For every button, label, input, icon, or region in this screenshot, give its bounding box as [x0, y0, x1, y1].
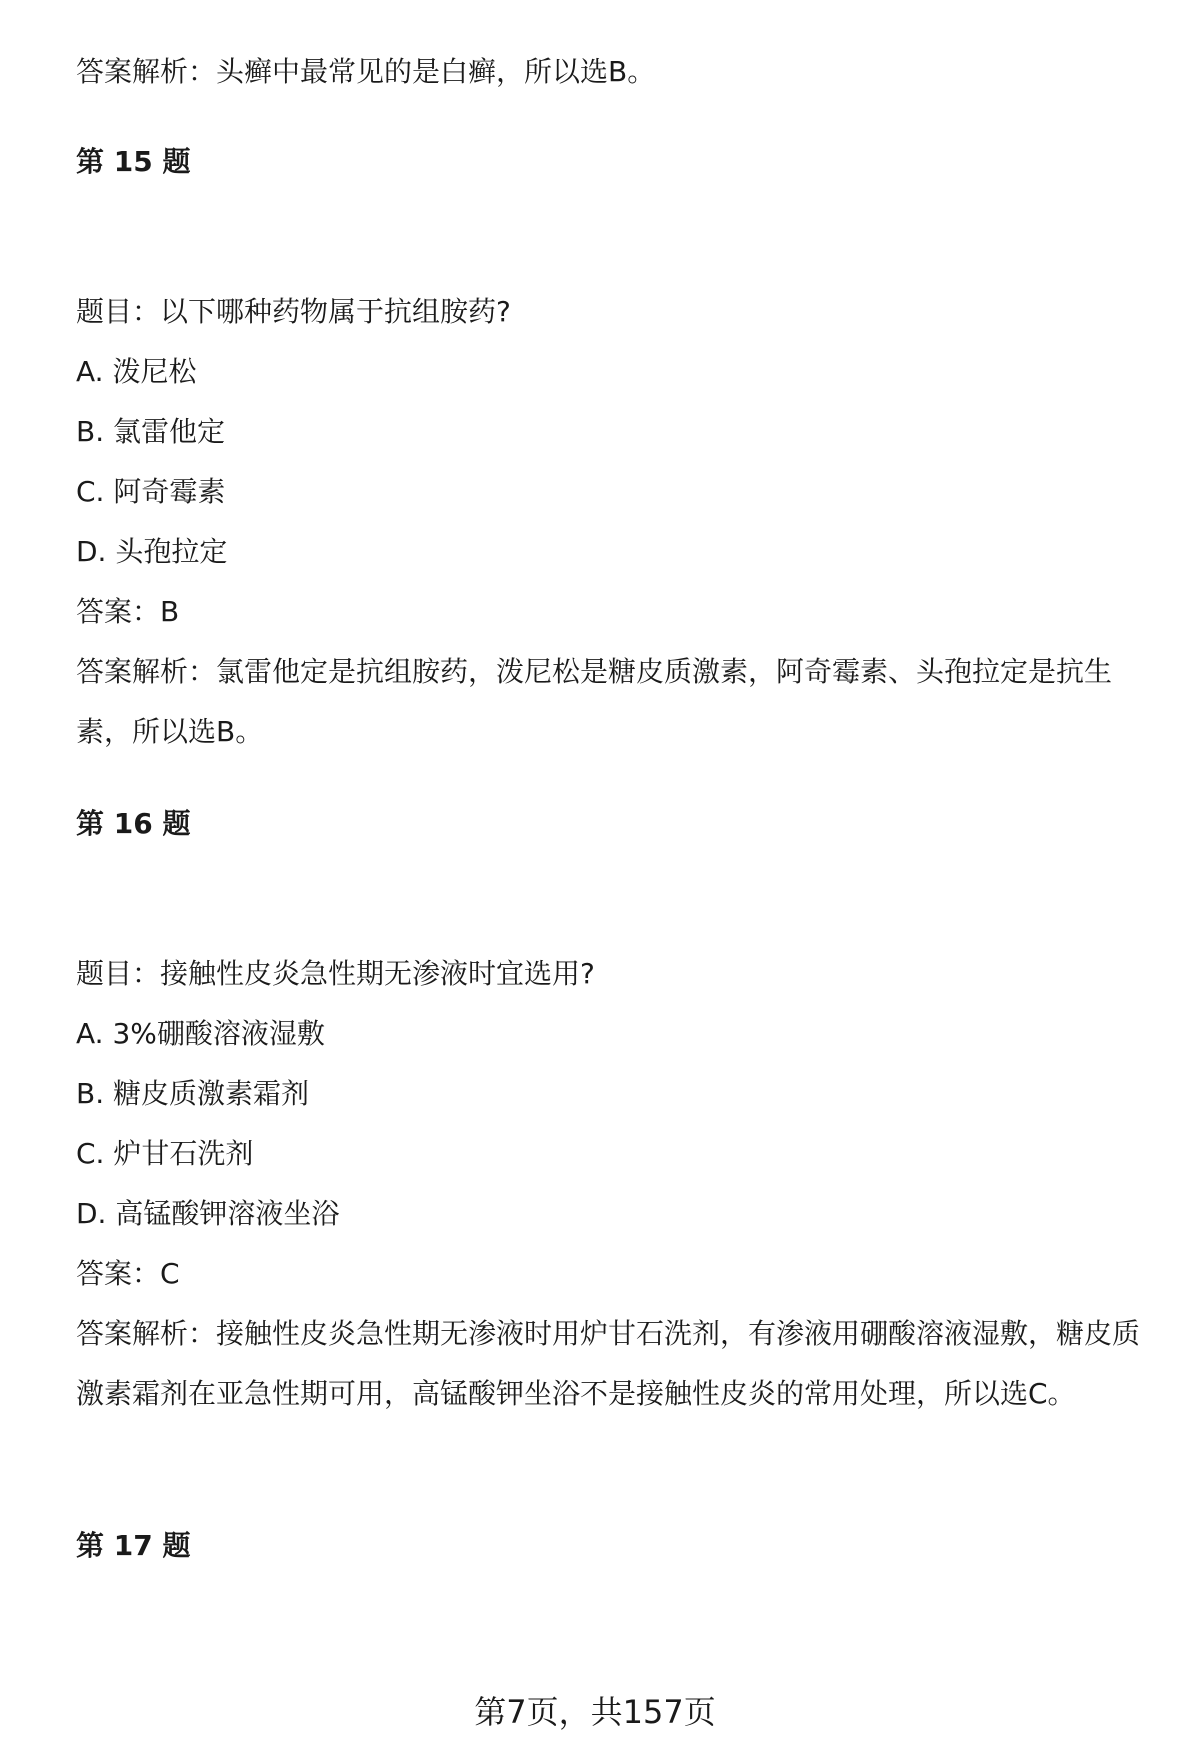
page-footer: 第7页，共157页 — [474, 1693, 716, 1731]
q16-explanation: 答案解析：接触性皮炎急性期无渗液时用炉甘石洗剂，有渗液用硼酸溶液湿敷，糖皮质激素霜剂在亚急性期可用，高锰酸钾坐浴不是接触性皮炎的常用处理，所以选C。 — [76, 1317, 1141, 1410]
q15-question: 题目：以下哪种药物属于抗组胺药? — [76, 295, 511, 328]
q15-heading: 第 15 题 — [76, 145, 191, 178]
q14-explanation: 答案解析：头癣中最常见的是白癣，所以选B。 — [76, 55, 656, 88]
q16-option-d: D. 高锰酸钾溶液坐浴 — [76, 1197, 340, 1230]
q15-explanation: 答案解析：氯雷他定是抗组胺药，泼尼松是糖皮质激素，阿奇霉素、头孢拉定是抗生素，所以选B。 — [76, 655, 1113, 748]
q16-option-a: A. 3%硼酸溶液湿敷 — [76, 1017, 325, 1050]
q15-option-c: C. 阿奇霉素 — [76, 475, 226, 508]
q16-answer: 答案：C — [76, 1257, 180, 1290]
q15-answer: 答案：B — [76, 595, 180, 628]
q15-option-b: B. 氯雷他定 — [76, 415, 226, 448]
q15-option-a: A. 泼尼松 — [76, 355, 197, 388]
q16-option-b: B. 糖皮质激素霜剂 — [76, 1077, 310, 1110]
q16-question: 题目：接触性皮炎急性期无渗液时宜选用? — [76, 957, 595, 990]
q15-option-d: D. 头孢拉定 — [76, 535, 228, 568]
q16-heading: 第 16 题 — [76, 807, 191, 840]
q17-heading: 第 17 题 — [76, 1529, 191, 1562]
q16-option-c: C. 炉甘石洗剂 — [76, 1137, 254, 1170]
